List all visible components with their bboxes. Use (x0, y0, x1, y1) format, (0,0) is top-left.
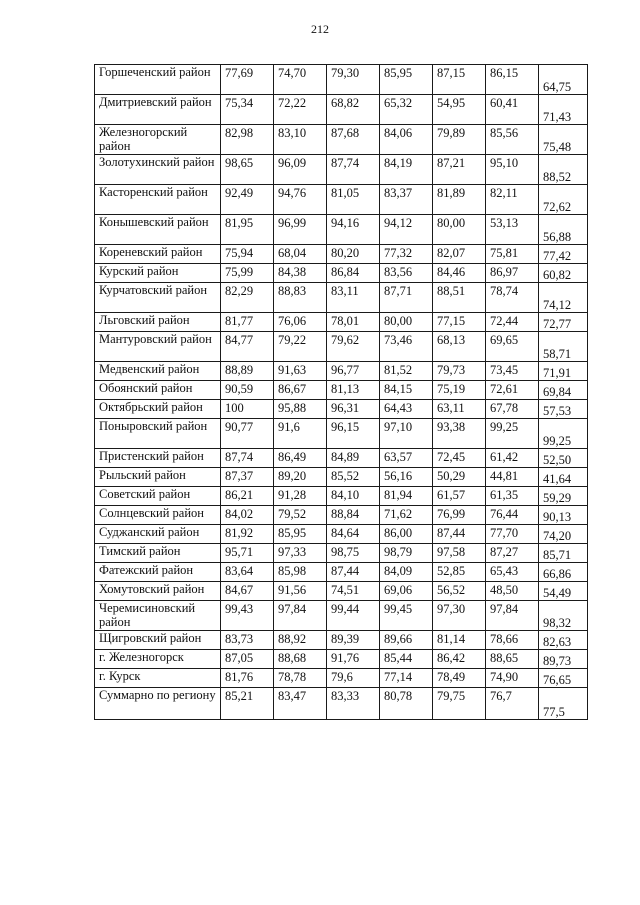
value-cell: 61,42 (486, 449, 539, 468)
value-cell: 60,41 (486, 95, 539, 125)
value-cell: 98,75 (327, 544, 380, 563)
value-cell-final: 41,64 (539, 468, 588, 487)
value-cell: 83,37 (380, 185, 433, 215)
district-name-cell: Мантуровский район (95, 332, 221, 362)
district-name-cell: Курский район (95, 264, 221, 283)
value-cell: 86,21 (221, 487, 274, 506)
district-name-cell: Пристенский район (95, 449, 221, 468)
table-row (95, 582, 588, 601)
district-name-cell: Обоянский район (95, 381, 221, 400)
value-cell: 81,77 (221, 313, 274, 332)
value-cell: 100 (221, 400, 274, 419)
value-cell: 84,15 (380, 381, 433, 400)
value-cell: 85,98 (274, 563, 327, 582)
value-cell-final: 56,88 (539, 215, 588, 245)
value-cell: 52,85 (433, 563, 486, 582)
value-cell: 77,70 (486, 525, 539, 544)
value-cell-final: 90,13 (539, 506, 588, 525)
value-cell: 85,52 (327, 468, 380, 487)
value-cell: 94,16 (327, 215, 380, 245)
value-cell-final: 57,53 (539, 400, 588, 419)
value-cell: 88,84 (327, 506, 380, 525)
value-cell-final: 76,65 (539, 669, 588, 688)
district-name-cell: Золотухинский район (95, 155, 221, 185)
table-row (95, 362, 588, 381)
table-row (95, 381, 588, 400)
value-cell: 84,10 (327, 487, 380, 506)
value-cell: 81,89 (433, 185, 486, 215)
value-cell: 81,92 (221, 525, 274, 544)
value-cell: 72,44 (486, 313, 539, 332)
value-cell: 69,65 (486, 332, 539, 362)
value-cell: 87,68 (327, 125, 380, 155)
value-cell: 91,28 (274, 487, 327, 506)
value-cell: 71,62 (380, 506, 433, 525)
table-row (95, 313, 588, 332)
value-cell: 76,99 (433, 506, 486, 525)
table-row (95, 65, 588, 95)
value-cell-final: 71,43 (539, 95, 588, 125)
value-cell: 86,84 (327, 264, 380, 283)
value-cell: 85,56 (486, 125, 539, 155)
value-cell: 69,06 (380, 582, 433, 601)
value-cell: 89,66 (380, 631, 433, 650)
table-row (95, 487, 588, 506)
value-cell: 79,73 (433, 362, 486, 381)
table-row (95, 688, 588, 720)
table-row (95, 419, 588, 449)
value-cell: 99,25 (486, 419, 539, 449)
value-cell: 97,58 (433, 544, 486, 563)
value-cell: 86,49 (274, 449, 327, 468)
value-cell: 87,74 (327, 155, 380, 185)
value-cell: 88,83 (274, 283, 327, 313)
value-cell: 95,71 (221, 544, 274, 563)
value-cell: 87,44 (433, 525, 486, 544)
value-cell-final: 98,32 (539, 601, 588, 631)
value-cell: 48,50 (486, 582, 539, 601)
table-row (95, 155, 588, 185)
table-row (95, 468, 588, 487)
value-cell-final: 77,42 (539, 245, 588, 264)
value-cell: 77,15 (433, 313, 486, 332)
district-name-cell: Льговский район (95, 313, 221, 332)
value-cell: 78,74 (486, 283, 539, 313)
value-cell: 88,68 (274, 650, 327, 669)
value-cell: 83,33 (327, 688, 380, 720)
value-cell: 83,56 (380, 264, 433, 283)
district-name-cell: Тимский район (95, 544, 221, 563)
value-cell-final: 72,77 (539, 313, 588, 332)
value-cell: 87,74 (221, 449, 274, 468)
value-cell: 96,15 (327, 419, 380, 449)
district-name-cell: Хомутовский район (95, 582, 221, 601)
value-cell: 72,45 (433, 449, 486, 468)
table-row (95, 283, 588, 313)
value-cell: 98,79 (380, 544, 433, 563)
value-cell-final: 54,49 (539, 582, 588, 601)
value-cell: 75,81 (486, 245, 539, 264)
value-cell: 74,90 (486, 669, 539, 688)
value-cell: 81,52 (380, 362, 433, 381)
value-cell: 87,71 (380, 283, 433, 313)
value-cell: 84,46 (433, 264, 486, 283)
district-name-cell: Конышевский район (95, 215, 221, 245)
district-name-cell: Горшеченский район (95, 65, 221, 95)
table-row (95, 125, 588, 155)
value-cell: 68,13 (433, 332, 486, 362)
value-cell: 79,30 (327, 65, 380, 95)
value-cell: 87,05 (221, 650, 274, 669)
value-cell: 82,98 (221, 125, 274, 155)
district-name-cell: Солнцевский район (95, 506, 221, 525)
table-row (95, 215, 588, 245)
value-cell: 72,22 (274, 95, 327, 125)
value-cell: 87,15 (433, 65, 486, 95)
district-name-cell: г. Курск (95, 669, 221, 688)
value-cell: 81,05 (327, 185, 380, 215)
value-cell: 96,77 (327, 362, 380, 381)
value-cell: 80,00 (380, 313, 433, 332)
value-cell: 85,44 (380, 650, 433, 669)
value-cell-final: 59,29 (539, 487, 588, 506)
value-cell: 77,32 (380, 245, 433, 264)
district-name-cell: Дмитриевский район (95, 95, 221, 125)
value-cell: 99,45 (380, 601, 433, 631)
value-cell-final: 64,75 (539, 65, 588, 95)
district-name-cell: Суджанский район (95, 525, 221, 544)
value-cell-final: 77,5 (539, 688, 588, 720)
value-cell: 75,19 (433, 381, 486, 400)
table-row (95, 544, 588, 563)
value-cell: 85,95 (380, 65, 433, 95)
value-cell-final: 74,20 (539, 525, 588, 544)
value-cell: 82,29 (221, 283, 274, 313)
value-cell: 64,43 (380, 400, 433, 419)
table-row (95, 245, 588, 264)
value-cell: 76,06 (274, 313, 327, 332)
value-cell: 95,10 (486, 155, 539, 185)
value-cell: 56,52 (433, 582, 486, 601)
value-cell: 75,34 (221, 95, 274, 125)
table-row (95, 669, 588, 688)
table-row (95, 650, 588, 669)
table-row (95, 400, 588, 419)
value-cell: 81,13 (327, 381, 380, 400)
value-cell: 81,14 (433, 631, 486, 650)
district-name-cell: Фатежский район (95, 563, 221, 582)
value-cell: 83,11 (327, 283, 380, 313)
table-row (95, 506, 588, 525)
value-cell: 68,04 (274, 245, 327, 264)
value-cell-final: 85,71 (539, 544, 588, 563)
value-cell-final: 60,82 (539, 264, 588, 283)
value-cell-final: 72,62 (539, 185, 588, 215)
value-cell: 79,62 (327, 332, 380, 362)
value-cell: 83,10 (274, 125, 327, 155)
value-cell: 68,82 (327, 95, 380, 125)
value-cell: 97,10 (380, 419, 433, 449)
district-name-cell: Кореневский район (95, 245, 221, 264)
value-cell: 97,84 (486, 601, 539, 631)
value-cell: 87,37 (221, 468, 274, 487)
value-cell: 96,31 (327, 400, 380, 419)
value-cell: 89,39 (327, 631, 380, 650)
value-cell: 86,97 (486, 264, 539, 283)
value-cell: 81,94 (380, 487, 433, 506)
table-row (95, 449, 588, 468)
table-row (95, 185, 588, 215)
value-cell: 78,01 (327, 313, 380, 332)
value-cell: 98,65 (221, 155, 274, 185)
value-cell: 73,46 (380, 332, 433, 362)
value-cell: 87,27 (486, 544, 539, 563)
value-cell: 93,38 (433, 419, 486, 449)
value-cell: 84,89 (327, 449, 380, 468)
value-cell: 79,75 (433, 688, 486, 720)
data-table (94, 64, 588, 720)
value-cell: 95,88 (274, 400, 327, 419)
value-cell: 79,52 (274, 506, 327, 525)
value-cell-final: 69,84 (539, 381, 588, 400)
value-cell: 91,6 (274, 419, 327, 449)
value-cell: 94,76 (274, 185, 327, 215)
page-number: 212 (311, 22, 329, 36)
value-cell: 81,76 (221, 669, 274, 688)
value-cell-final: 75,48 (539, 125, 588, 155)
value-cell: 96,09 (274, 155, 327, 185)
value-cell: 53,13 (486, 215, 539, 245)
value-cell: 84,64 (327, 525, 380, 544)
value-cell: 84,77 (221, 332, 274, 362)
value-cell: 76,7 (486, 688, 539, 720)
value-cell: 61,35 (486, 487, 539, 506)
table-row (95, 264, 588, 283)
value-cell: 86,15 (486, 65, 539, 95)
value-cell: 86,67 (274, 381, 327, 400)
value-cell-final: 58,71 (539, 332, 588, 362)
value-cell: 78,66 (486, 631, 539, 650)
value-cell: 78,49 (433, 669, 486, 688)
value-cell: 74,70 (274, 65, 327, 95)
value-cell: 91,63 (274, 362, 327, 381)
value-cell: 88,65 (486, 650, 539, 669)
value-cell-final: 71,91 (539, 362, 588, 381)
value-cell: 78,78 (274, 669, 327, 688)
value-cell: 65,32 (380, 95, 433, 125)
value-cell: 92,49 (221, 185, 274, 215)
table-body (95, 65, 588, 720)
value-cell: 75,94 (221, 245, 274, 264)
district-name-cell: Рыльский район (95, 468, 221, 487)
district-name-cell: Октябрьский район (95, 400, 221, 419)
value-cell: 80,00 (433, 215, 486, 245)
value-cell: 75,99 (221, 264, 274, 283)
value-cell-final: 89,73 (539, 650, 588, 669)
district-name-cell: Железногорский район (95, 125, 221, 155)
value-cell: 79,89 (433, 125, 486, 155)
value-cell: 87,44 (327, 563, 380, 582)
value-cell-final: 82,63 (539, 631, 588, 650)
value-cell: 79,22 (274, 332, 327, 362)
value-cell: 97,84 (274, 601, 327, 631)
value-cell: 83,47 (274, 688, 327, 720)
value-cell-final: 52,50 (539, 449, 588, 468)
value-cell: 54,95 (433, 95, 486, 125)
table-row (95, 601, 588, 631)
value-cell: 84,06 (380, 125, 433, 155)
value-cell: 67,78 (486, 400, 539, 419)
value-cell: 85,21 (221, 688, 274, 720)
value-cell: 88,92 (274, 631, 327, 650)
district-name-cell: Медвенский район (95, 362, 221, 381)
district-name-cell: Курчатовский район (95, 283, 221, 313)
table-row (95, 631, 588, 650)
value-cell: 50,29 (433, 468, 486, 487)
district-name-cell: г. Железногорск (95, 650, 221, 669)
value-cell: 85,95 (274, 525, 327, 544)
value-cell: 80,78 (380, 688, 433, 720)
district-name-cell: Поныровский район (95, 419, 221, 449)
value-cell: 88,89 (221, 362, 274, 381)
value-cell: 56,16 (380, 468, 433, 487)
value-cell: 73,45 (486, 362, 539, 381)
value-cell: 44,81 (486, 468, 539, 487)
value-cell: 77,69 (221, 65, 274, 95)
value-cell: 89,20 (274, 468, 327, 487)
value-cell: 94,12 (380, 215, 433, 245)
value-cell-final: 66,86 (539, 563, 588, 582)
value-cell: 63,57 (380, 449, 433, 468)
value-cell-final: 99,25 (539, 419, 588, 449)
value-cell: 84,67 (221, 582, 274, 601)
value-cell: 88,51 (433, 283, 486, 313)
value-cell: 99,44 (327, 601, 380, 631)
value-cell: 86,00 (380, 525, 433, 544)
value-cell: 72,61 (486, 381, 539, 400)
value-cell: 79,6 (327, 669, 380, 688)
value-cell: 63,11 (433, 400, 486, 419)
value-cell-final: 74,12 (539, 283, 588, 313)
value-cell: 77,14 (380, 669, 433, 688)
value-cell: 84,09 (380, 563, 433, 582)
value-cell: 96,99 (274, 215, 327, 245)
value-cell: 61,57 (433, 487, 486, 506)
value-cell: 86,42 (433, 650, 486, 669)
table-row (95, 95, 588, 125)
table-row (95, 563, 588, 582)
value-cell-final: 88,52 (539, 155, 588, 185)
district-name-cell: Суммарно по региону (95, 688, 221, 720)
value-cell: 83,73 (221, 631, 274, 650)
value-cell: 84,19 (380, 155, 433, 185)
value-cell: 83,64 (221, 563, 274, 582)
value-cell: 82,11 (486, 185, 539, 215)
value-cell: 87,21 (433, 155, 486, 185)
value-cell: 65,43 (486, 563, 539, 582)
value-cell: 84,38 (274, 264, 327, 283)
value-cell: 90,77 (221, 419, 274, 449)
value-cell: 97,33 (274, 544, 327, 563)
value-cell: 80,20 (327, 245, 380, 264)
value-cell: 91,56 (274, 582, 327, 601)
district-name-cell: Советский район (95, 487, 221, 506)
value-cell: 76,44 (486, 506, 539, 525)
value-cell: 74,51 (327, 582, 380, 601)
value-cell: 99,43 (221, 601, 274, 631)
table-row (95, 332, 588, 362)
district-name-cell: Щигровский район (95, 631, 221, 650)
value-cell: 97,30 (433, 601, 486, 631)
value-cell: 81,95 (221, 215, 274, 245)
value-cell: 84,02 (221, 506, 274, 525)
district-name-cell: Черемисиновский район (95, 601, 221, 631)
value-cell: 90,59 (221, 381, 274, 400)
value-cell: 82,07 (433, 245, 486, 264)
district-name-cell: Касторенский район (95, 185, 221, 215)
table-row (95, 525, 588, 544)
value-cell: 91,76 (327, 650, 380, 669)
